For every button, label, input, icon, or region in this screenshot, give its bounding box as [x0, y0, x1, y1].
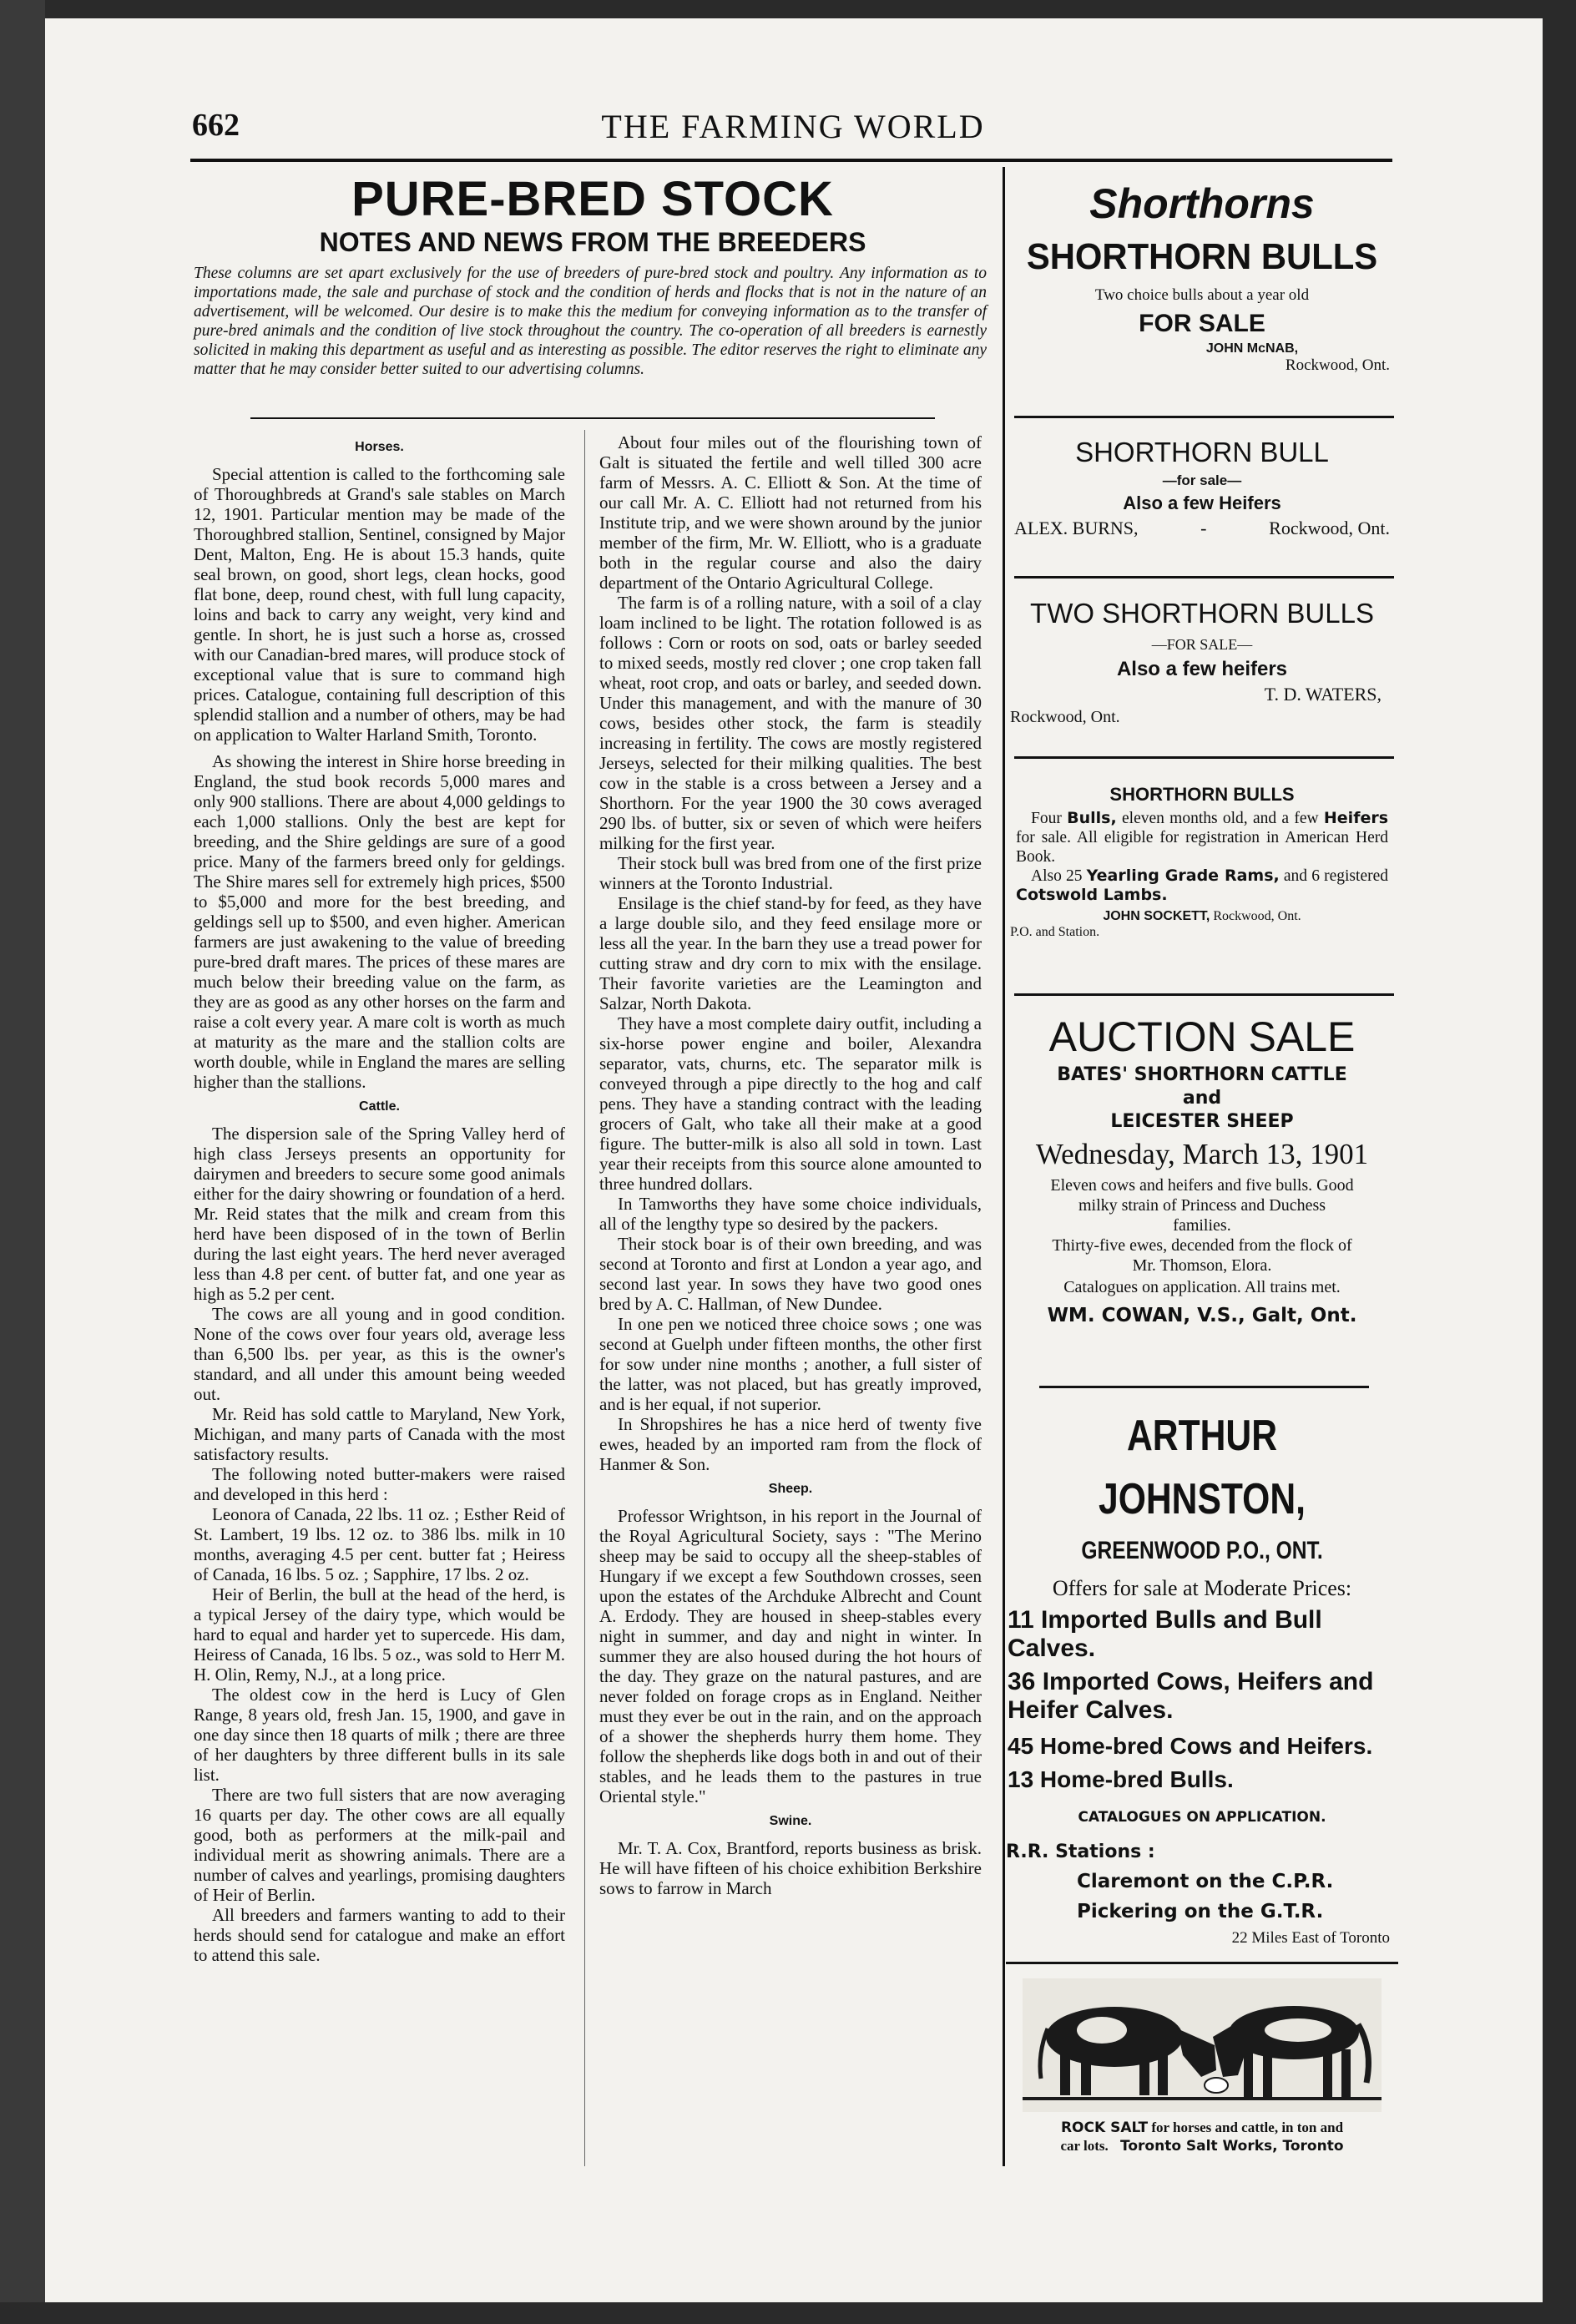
ad-separator — [1014, 756, 1394, 759]
ad-item: 36 Imported Cows, Heifers and Heifer Calves. — [1008, 1668, 1374, 1724]
ad-location: Rockwood, Ont. — [1010, 708, 1120, 726]
ad-text: for horses and cattle, in ton and — [1151, 2119, 1344, 2135]
ad-description: Eleven cows and heifers and five bulls. Good milky strain of Princess and Duchess families. — [1050, 1176, 1354, 1235]
ad-po: P.O. and Station. — [1010, 925, 1100, 939]
ad-text: car lots. — [1060, 2138, 1109, 2154]
paragraph: As showing the interest in Shire horse breeding in England, the stud book records 5,000 mares and only 900 stallions. There are about 4,000 geldings to each 1,000 stallions. Only the best are kept for breeding, and the Shire geldings are sure of a good price. Many of the farmers breed only for geldings. The Shire mares sell for extremely high prices, $500 to $5,000 and more for the best breeding, and geldings sell up to $500, and even higher. American farmers are just awakening to the value of breeding pure-bred draft mares. The prices of these mares are much below their breeding value on the farm, as they are as good as any other horses on the farm and raise a colt every year. A mare colt is worth as much at maturity as the mare and the stallion colts are worth double, while in England the mares are selling higher than the stallions. — [194, 751, 565, 1092]
ad-location: Rockwood, Ont. — [1213, 909, 1301, 923]
horse-patch — [1265, 2018, 1331, 2042]
ad-text: Also 25 — [1031, 867, 1083, 885]
ad-location: GREENWOOD P.O., ONT. — [1081, 1537, 1323, 1564]
ad-line: LEICESTER SHEEP — [1110, 1111, 1294, 1132]
ad-bulls: Bulls, — [1067, 809, 1117, 827]
ad-offers: Offers for sale at Moderate Prices: — [1052, 1576, 1352, 1600]
ad-rock-salt — [1006, 1978, 1398, 2155]
ad-description: Thirty-five ewes, decended from the flock of Mr. Thomson, Elora. — [1052, 1236, 1352, 1275]
page-number: 662 — [192, 108, 240, 143]
ground-line — [1023, 2097, 1382, 2100]
paragraph: Heir of Berlin, the bull at the head of the herd, is a typical Jersey of the dairy type, which would be hard to equal and harder yet to supercede. His dam, Heiress of Canada, 16 lbs. 5 oz., was sold to Herr M. H. Olin, Remy, N.J., at a long price. — [194, 1584, 565, 1685]
ad-title: TWO SHORTHORN BULLS — [1030, 598, 1374, 629]
column-divider-ads — [1003, 167, 1005, 2166]
section-heading-cattle: Cattle. — [359, 1099, 400, 1114]
scan-border-left — [0, 0, 45, 2324]
paragraph: The farm is of a rolling nature, with a soil of a clay loam inclined to be light. The rotation followed is as follows : Corn or roots on sod, oats or barley seeded to mixed seeds, mostly red clover ; one crop taken fall wheat, root crop, and oats or barley, and seeded down. Under this management, and with the manure of 30 cows, besides other stock, the farm is steadily increasing in fertility. The cows are mostly registered Jerseys, selected for their milking qualities. The best cow in the stable is a cross between a Jersey and a Shorthorn. For the year 1900 the 30 cows averaged 290 lbs. of butter, six or seven of which were heifers milking for the first year. — [599, 593, 982, 853]
ad-arthur-johnston — [1006, 1404, 1398, 1950]
ad-location: Rockwood, Ont. — [1285, 356, 1390, 374]
scan-border-bottom — [0, 2302, 1576, 2324]
column-divider-text — [584, 430, 585, 2166]
paragraph: Special attention is called to the forthcoming sale of Thoroughbreds at Grand's sale stables on March 12, 1901. Particular mention may be made of the Thoroughbred stallion, Sentinel, consigned by Major Dent, Malton, Eng. He is about 15.3 hands, quite seal brown, on good, short legs, clean hocks, good flat bone, deep, round chest, with full lung capacity, loins and back to carry any weight, very kind and gentle. In short, he is just such a horse as, crossed with our Canadian-bred mares, will produce stock of exceptional value that is sure to command high prices. Catalogue, containing full description of this splendid stallion and a number of others, may be had on application to Walter Harland Smith, Toronto. — [194, 464, 566, 745]
cow-leg — [1139, 2055, 1149, 2095]
paragraph: Mr. Reid has sold cattle to Maryland, New York, Michigan, and many parts of Canada with the most satisfactory results. — [194, 1404, 565, 1464]
ad-advertiser: JOHN McNAB, — [1205, 341, 1299, 356]
ad-item: 11 Imported Bulls and Bull Calves. — [1008, 1606, 1322, 1662]
ad-advertiser: ARTHUR JOHNSTON, — [1099, 1412, 1306, 1523]
ad-station: Claremont on the C.P.R. — [1077, 1871, 1334, 1892]
ad-for-sale: —for sale— — [1162, 472, 1242, 488]
paragraph: Their stock boar is of their own breeding, and was second at Toronto and first at London a year ago, and second last year. In sows they have two good ones bred by A. C. Hallman, of New Dundee. — [599, 1234, 982, 1314]
ad-title: SHORTHORN BULL — [1075, 437, 1329, 467]
paragraph: They have a most complete dairy outfit, including a six-horse power engine and boiler, Alexandra separator, vats, churns, etc. The separator milk is conveyed through a pipe directly to the hog and calf pens. They have a standing contract with the leading grocers of Galt, who take all their make at a good figure. The butter-milk is also all sold in town. Last year their receipts from this source alone amounted to three hundred dollars. — [599, 1013, 982, 1194]
section-heading-horses: Horses. — [355, 440, 404, 454]
ad-rams: Yearling Grade Rams, — [1086, 866, 1280, 885]
paragraph: About four miles out of the flourishing town of Galt is situated the fertile and well tilled 300 acre farm of Messrs. A. C. Elliott & Son. At the time of our call Mr. A. C. Elliott had not returned from his Institute trip, and we were shown around by the junior member of the firm, Mr. W. Elliott, who is a graduate both in the regular course and also the dairy department of the Ontario Agricultural College. — [599, 432, 982, 593]
ad-location: Rockwood, Ont. — [1269, 518, 1390, 538]
ad-item: 13 Home-bred Bulls. — [1008, 1766, 1234, 1792]
cow-leg — [1158, 2054, 1168, 2095]
section-heading-swine: Swine. — [769, 1814, 812, 1828]
ad-waters — [1006, 594, 1398, 728]
paragraph: Ensilage is the chief stand-by for feed, as they have a large double silo, and they feed ensilage more or less all the year. In the barn they use a tread power for cutting straw and dry corn to mix with the ensilage. Their favorite varieties are the Leamington and Salzar, North Dakota. — [599, 893, 982, 1013]
cow-leg — [1060, 2054, 1070, 2095]
ad-dash: - — [1200, 518, 1207, 538]
ad-heading: Shorthorns — [1089, 180, 1315, 227]
cow-patch — [1077, 2017, 1127, 2044]
article-column-1 — [194, 432, 565, 1965]
ad-mcnab — [1006, 177, 1398, 374]
ad-title: SHORTHORN BULLS — [1109, 784, 1295, 805]
ad-stations: R.R. Stations : — [1006, 1842, 1155, 1862]
cattle-horse-illustration — [1023, 1978, 1382, 2112]
ad-separator — [1014, 576, 1394, 578]
ad-title: AUCTION SALE — [1048, 1013, 1356, 1060]
ad-footer — [1006, 905, 1398, 925]
salt-block — [1205, 2078, 1228, 2093]
paragraph: The dispersion sale of the Spring Valley herd of high class Jerseys presents an opportunity for dairymen and breeders to secure some good animals either for the dairy showring or foundation of a herd. Mr. Reid states that the milk and cream from this herd have been disposed of in the town of Berlin during the last eight years. The herd never averaged less than 4.8 per cent. of butter fat, and one year as high as 5.2 per cent. — [194, 1124, 565, 1304]
horse-leg — [1263, 2052, 1272, 2098]
ad-body — [1006, 809, 1398, 905]
ad-text: for sale. All eligible for registration in American Herd Book. — [1016, 829, 1388, 866]
paragraph: All breeders and farmers wanting to add to their herds should send for catalogue and make an effort to attend this sale. — [194, 1905, 565, 1965]
ad-text — [1006, 2137, 1398, 2155]
ad-rock-salt-label: ROCK SALT — [1060, 2119, 1149, 2136]
horse-leg — [1323, 2052, 1332, 2098]
paragraph: The cows are all young and in good condition. None of the cows over four years old, average less than 6,500 lbs. per year, as this is the owner's standard, and all under this amount being weeded out. — [194, 1304, 565, 1404]
ad-separator — [1014, 416, 1394, 418]
article-intro: These columns are set apart exclusively for the use of breeders of pure-bred stock and poultry. Any information as to importations made, the sale and purchase of stock and the condition of herds and flocks that is not in the nature of an advertisement, will be welcomed. Our desire is to make this the medium for conveying information as to the transfer of pure-bred animals and the condition of live stock throughout the country. The co-operation of all breeders is earnestly solicited in making this department as useful and as interesting as possible. The editor reserves the right to eliminate any matter that he may consider better suited to our advertising columns. — [194, 265, 987, 378]
ad-separator — [1039, 1386, 1369, 1388]
paragraph: There are two full sisters that are now averaging 16 quarts per day. The other cows are all equally good, both as performers at the milk-pail and individual merit as showring animals. There are a number of calves and yearlings, promising daughters of Heir of Berlin. — [194, 1785, 565, 1905]
paragraph: Their stock bull was bred from one of the first prize winners at the Toronto Industrial. — [599, 853, 982, 893]
ad-line: and — [1182, 1088, 1222, 1109]
ad-date: Wednesday, March 13, 1901 — [1035, 1138, 1369, 1170]
ad-separator — [1006, 1962, 1398, 1964]
paragraph: The following noted butter-makers were raised and developed in this herd : — [194, 1464, 565, 1504]
horse-leg — [1244, 2049, 1253, 2098]
article-column-2 — [599, 432, 982, 1898]
ad-station: Pickering on the G.T.R. — [1077, 1901, 1324, 1922]
paragraph: Mr. T. A. Cox, Brantford, reports business as brisk. He will have fifteen of his choice exhibition Berkshire sows to farrow in March — [599, 1838, 982, 1898]
ad-advertiser: Toronto Salt Works, Toronto — [1120, 2138, 1344, 2155]
ad-footer — [1006, 516, 1398, 541]
ad-heifers: Heifers — [1323, 809, 1389, 827]
scan-border-right — [1543, 0, 1576, 2324]
cow-leg — [1081, 2055, 1091, 2095]
ad-text: eleven months old, and a few — [1122, 810, 1319, 827]
ad-for-sale: FOR SALE — [1139, 310, 1265, 337]
scan-border-top — [0, 0, 1576, 18]
ad-advertiser: WM. COWAN, V.S., Galt, Ont. — [1047, 1305, 1357, 1326]
ad-text: and 6 registered — [1283, 867, 1388, 885]
ad-line: BATES' SHORTHORN CATTLE — [1057, 1064, 1347, 1085]
article-title: PURE-BRED STOCK — [351, 172, 834, 226]
paragraph: In Tamworths they have some choice individuals, all of the lengthy type so desired by the packers. — [599, 1194, 982, 1234]
paragraph: Leonora of Canada, 22 lbs. 11 oz. ; Esther Reid of St. Lambert, 19 lbs. 12 oz. to 386 lbs. milk in 10 months, averaging 4.5 per cent. butter fat ; Heiress of Canada, 16 lbs. 5 oz. ; Sapphire, 17 lbs. 2 oz. — [194, 1504, 565, 1584]
ad-advertiser: JOHN SOCKETT, — [1103, 909, 1210, 923]
ad-text: Four — [1031, 810, 1062, 827]
ad-advertiser: ALEX. BURNS, — [1014, 518, 1139, 538]
paragraph: Professor Wrightson, in his report in the Journal of the Royal Agricultural Society, says : "The Merino sheep may be said to occupy all the sheep-stables of Hungary if we except a few Southdown crosses, seen upon the estates of the Archduke Albrecht and Count A. Erdody. They are housed in sheep-stables every night in summer, and day and night in winter. In summer they are also housed during the hot hours of the day. They graze on the natural pastures, and are never folded on forage crops as in England. Neither must they ever be out in the rain, and on the approach of a shower the shepherds hurry them home. They follow the shepherds like dogs both in and out of their stables, and he leads them to the pastures in true Oriental style." — [599, 1506, 982, 1806]
ad-description: Two choice bulls about a year old — [1094, 286, 1310, 304]
article-subtitle: NOTES AND NEWS FROM THE BREEDERS — [319, 227, 866, 257]
ad-separator — [1014, 993, 1394, 996]
header-rule — [190, 159, 1392, 162]
ad-description: Catalogues on application. All trains met. — [1063, 1278, 1341, 1296]
ad-for-sale: —FOR SALE— — [1151, 636, 1253, 653]
intro-rule — [250, 417, 935, 419]
ad-auction-sale — [1006, 1010, 1398, 1332]
ad-also: Also a few Heifers — [1123, 493, 1281, 513]
ad-text — [1006, 2119, 1398, 2137]
ad-advertiser: T. D. WATERS, — [1264, 684, 1382, 705]
ad-catalogues: CATALOGUES ON APPLICATION. — [1078, 1809, 1326, 1826]
ad-sockett — [1006, 781, 1398, 940]
running-title: THE FARMING WORLD — [601, 108, 985, 145]
ad-item: 45 Home-bred Cows and Heifers. — [1008, 1733, 1373, 1759]
ad-title: SHORTHORN BULLS — [1026, 236, 1378, 277]
ad-also: Also a few heifers — [1116, 658, 1288, 680]
paragraph: The oldest cow in the herd is Lucy of Glen Range, 8 years old, fresh Jan. 15, 1900, and gave in one day since then 18 quarts of milk ; there are three of her daughters by three different bulls in its sale list. — [194, 1685, 565, 1785]
section-heading-sheep: Sheep. — [768, 1482, 813, 1496]
ad-distance: 22 Miles East of Toronto — [1231, 1929, 1390, 1947]
ad-burns — [1006, 434, 1398, 541]
paragraph: In Shropshires he has a nice herd of twenty five ewes, headed by an imported ram from the flock of Hanmer & Son. — [599, 1414, 982, 1474]
horse-leg — [1341, 2049, 1351, 2098]
ad-lambs: Cotswold Lambs. — [1016, 886, 1168, 904]
paragraph: In one pen we noticed three choice sows ; one was second at Guelph under fifteen months, the other first for sow under nine months ; another, a full sister of the latter, was not placed, but has greatly improved, and is her equal, if not superior. — [599, 1314, 982, 1414]
